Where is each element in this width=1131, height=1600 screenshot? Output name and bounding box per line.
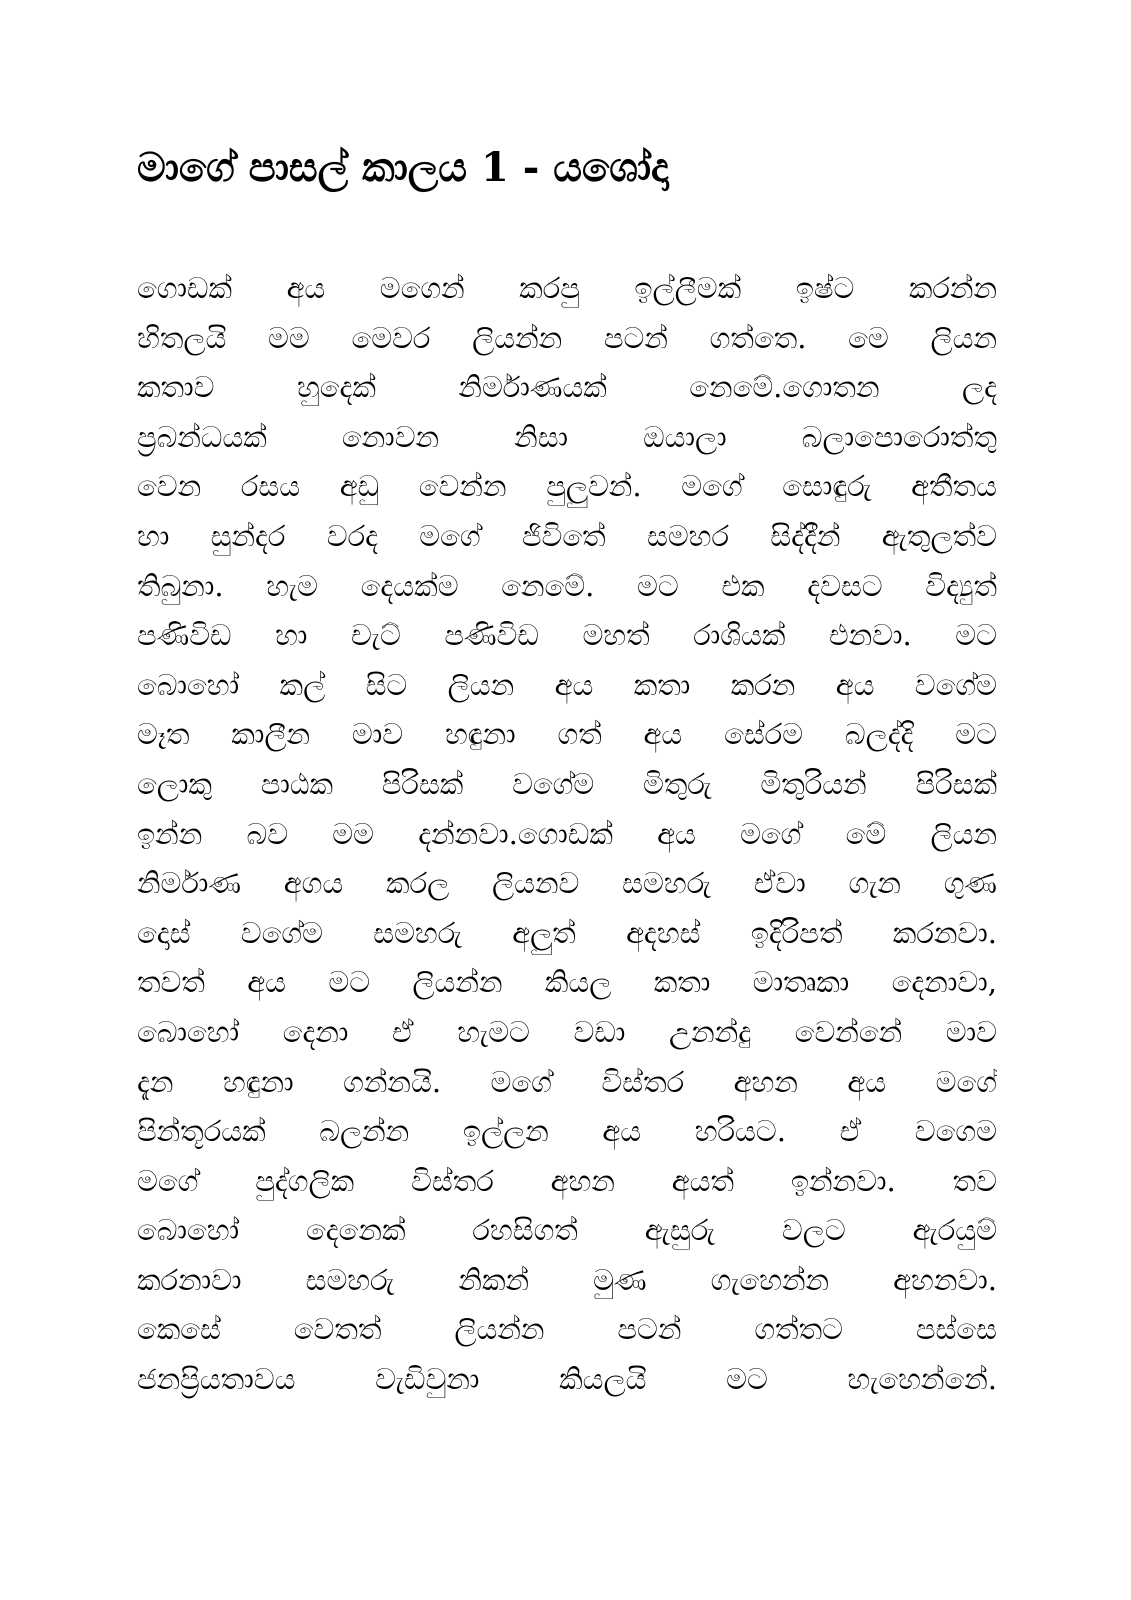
paragraph-line: තවත් අය මට ලියන්න කියල කතා මාතෘකා දෙනාවා,: [137, 965, 997, 1000]
paragraph-line: ලොකු පාඨක පිරිසක් වගේම මිතුරු මිතුරියන් පිරිසක්: [137, 766, 997, 801]
page-title: මාගේ පාසල් කාලය 1 - යශෝදා: [137, 144, 669, 191]
paragraph-line: තිබුනා. හැම දෙයක්ම නෙමේ. මට එක දවසට විද්‍යුත්: [137, 568, 997, 603]
paragraph-line: පින්තූරයක් බලන්න ඉල්ලන අය හරියට. ඒ වගෙම: [137, 1114, 997, 1149]
paragraph-line: වෙන රසය අඩු වෙන්න පුලුවන්. මගේ සොඳුරු අතීතය: [137, 469, 997, 504]
paragraph-line: මගේ පුද්ගලික විස්තර අහන අයත් ඉන්නවා. තව: [137, 1163, 997, 1198]
paragraph-line: කරනාවා සමහරු නිකන් මුණ ගැහෙන්න අහනවා.: [137, 1262, 997, 1297]
paragraph-line: ගොඩක් අය මගෙන් කරපු ඉල්ලීමක් ඉෂ්ට කරන්න: [137, 271, 997, 305]
paragraph-line: බොහෝ දෙනා ඒ හැමට වඩා උනන්දු වෙන්නේ මාව: [137, 1014, 997, 1049]
paragraph-line: බොහෝ දෙනෙක් රහසිගත් ඇසුරු වලට ඇරයුම්: [137, 1213, 997, 1248]
paragraph-line: ඉන්න බව මම දන්නවා.ගොඩක් අය මගේ මේ ලියන: [137, 816, 997, 851]
paragraph-line: කෙසේ වෙතත් ලියන්න පටන් ගත්තට පස්සෙ: [137, 1312, 997, 1347]
body-paragraph: [137, 264, 997, 1405]
paragraph-line: කතාව හුදෙක් නිර්මාණයක් නෙමේ.ගොතන ලද: [137, 370, 997, 405]
paragraph-line: පණිවිඩ හා චැට් පණිවිඩ මහත් රාශියක් එනවා. මට: [137, 618, 997, 653]
paragraph-line: දැන හඳුනා ගන්නයි. මගේ විස්තර අහන අය මගේ: [137, 1064, 997, 1099]
paragraph-line: හිතලයි මම මෙවර ලියන්න පටන් ගත්තෙ. මෙ ලියන: [137, 320, 997, 355]
paragraph-line: ප්‍රබන්ධයක් නොවන නිසා ඔයාලා බලාපොරොත්තු: [137, 419, 997, 454]
paragraph-line: බොහෝ කල් සිට ලියන අය කතා කරන අය වගේම: [137, 667, 997, 702]
paragraph-line: මෑත කාලීන මාව හඳුනා ගත් අය සේරම බලද්දි මට: [137, 717, 997, 752]
paragraph-line: හා සුන්දර වරද මගේ ජිවිතේ සමහර සිද්දීන් ඇතුලත්ව: [137, 518, 997, 553]
paragraph-line: දොස් වගේම සමහරු අලුත් අදහස් ඉදිරිපත් කරනවා.: [137, 915, 997, 950]
paragraph-line: ජනප්‍රියතාවය වැඩිවුනා කියලයි මට හැහෙන්නේ.: [137, 1362, 997, 1397]
paragraph-line: නිර්මාණ අගය කරල ලියනව සමහරු ඒවා ගැන ගුණ: [137, 866, 997, 901]
